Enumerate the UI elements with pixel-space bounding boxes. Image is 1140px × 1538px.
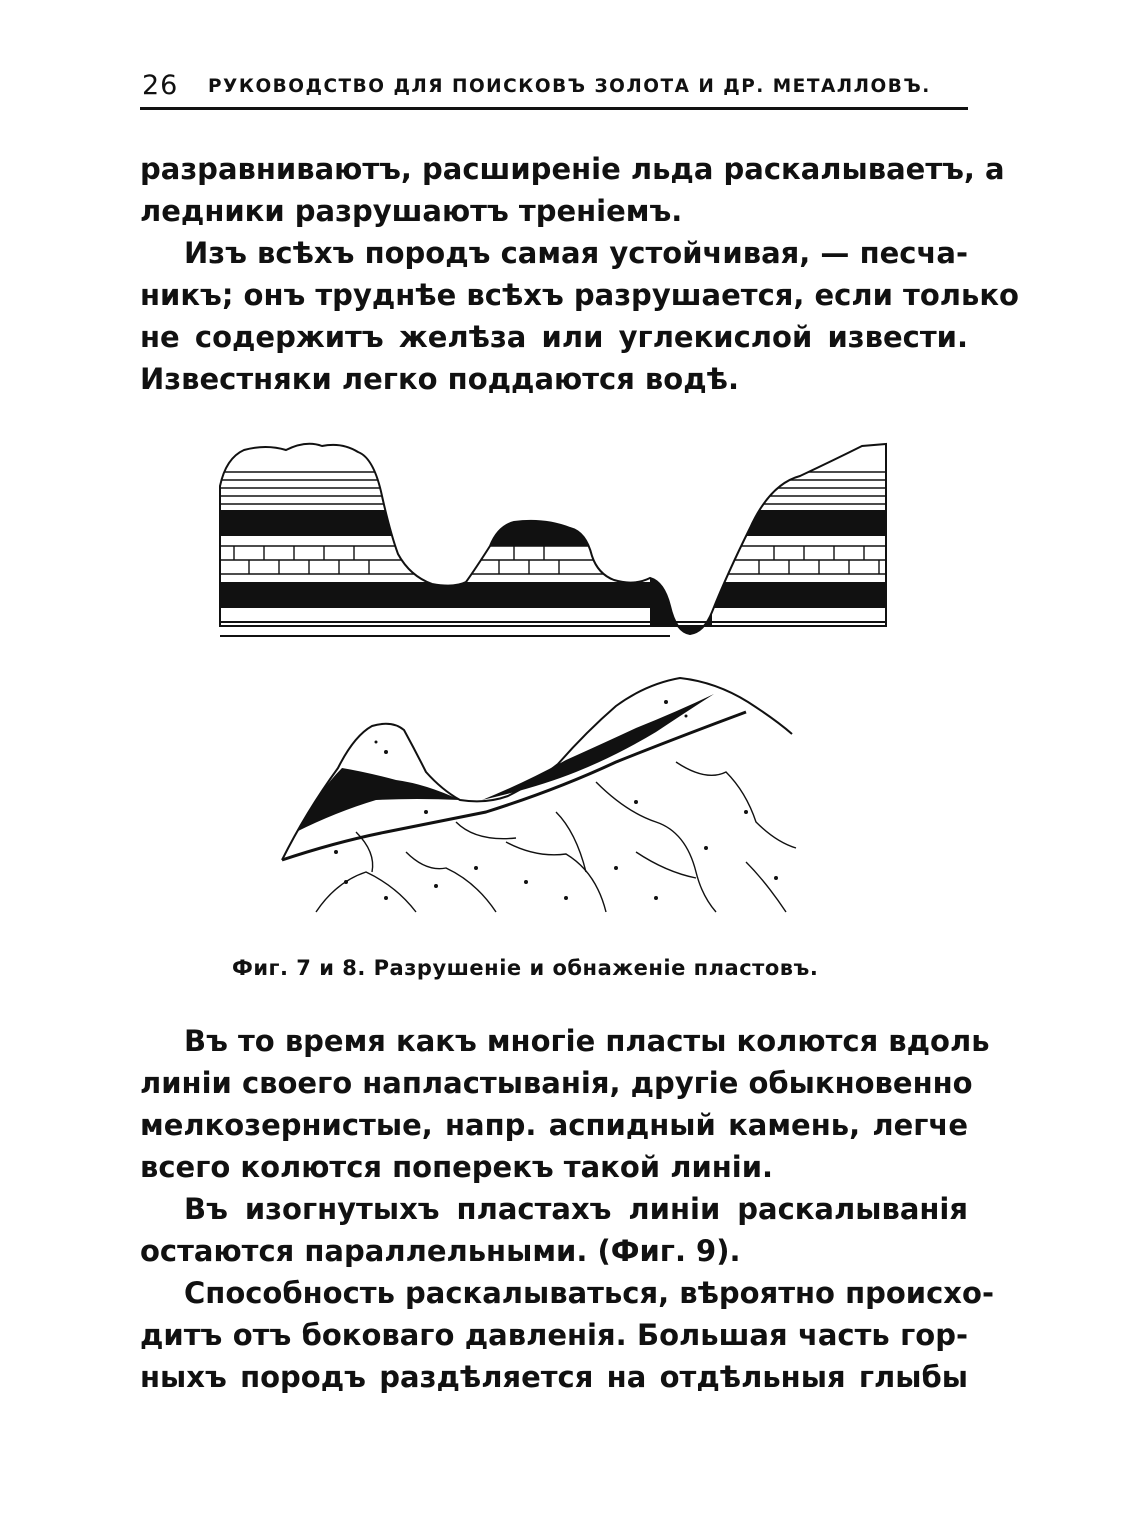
paragraph [140, 148, 1005, 232]
page-number: 26 [142, 70, 179, 101]
figure-7-strata [214, 436, 890, 648]
figure-8-outcrop [276, 672, 802, 920]
text-line: Изъ всѣхъ породъ самая устойчивая, — песча- [184, 236, 968, 270]
text-line: Въ изогнутыхъ пластахъ линіи раскалыванія [184, 1192, 968, 1226]
text-line: ныхъ породъ раздѣляется на отдѣльныя глыбы [140, 1360, 968, 1394]
text-line: линіи своего напластыванія, другіе обыкновенно [140, 1066, 973, 1100]
text-line: мелкозернистые, напр. аспидный камень, легче [140, 1108, 968, 1142]
paragraph [140, 1020, 990, 1188]
text-line: Способность раскалываться, вѣроятно происхо- [184, 1276, 994, 1310]
paragraph [140, 1272, 994, 1398]
paragraph [140, 1188, 968, 1272]
text-line: всего колются поперекъ такой линіи. [140, 1150, 774, 1184]
figure-caption: Фиг. 7 и 8. Разрушеніе и обнаженіе пластовъ. [232, 956, 819, 980]
text-line: Въ то время какъ многіе пласты колются вдоль [184, 1024, 990, 1058]
text-bottom [140, 1020, 994, 1398]
text-line: никъ; онъ труднѣе всѣхъ разрушается, если только [140, 278, 1019, 312]
text-line: Известняки легко поддаются водѣ. [140, 362, 739, 396]
text-line: ледники разрушаютъ треніемъ. [140, 194, 683, 228]
text-line: дитъ отъ боковаго давленія. Большая часть гор- [140, 1318, 968, 1352]
rock-flecks [334, 700, 778, 900]
text-line: разравниваютъ, расширеніе льда раскалываетъ, а [140, 152, 1005, 186]
text-line: остаются параллельными. (Фиг. 9). [140, 1234, 741, 1268]
running-title: РУКОВОДСТВО ДЛЯ ПОИСКОВЪ ЗОЛОТА И ДР. МЕТАЛЛОВЪ. [208, 76, 931, 97]
page-header [140, 66, 968, 110]
header-rule [140, 107, 968, 110]
text-line: не содержитъ желѣза или углекислой извести. [140, 320, 968, 354]
text-top [140, 148, 1019, 400]
paragraph [140, 232, 1019, 400]
